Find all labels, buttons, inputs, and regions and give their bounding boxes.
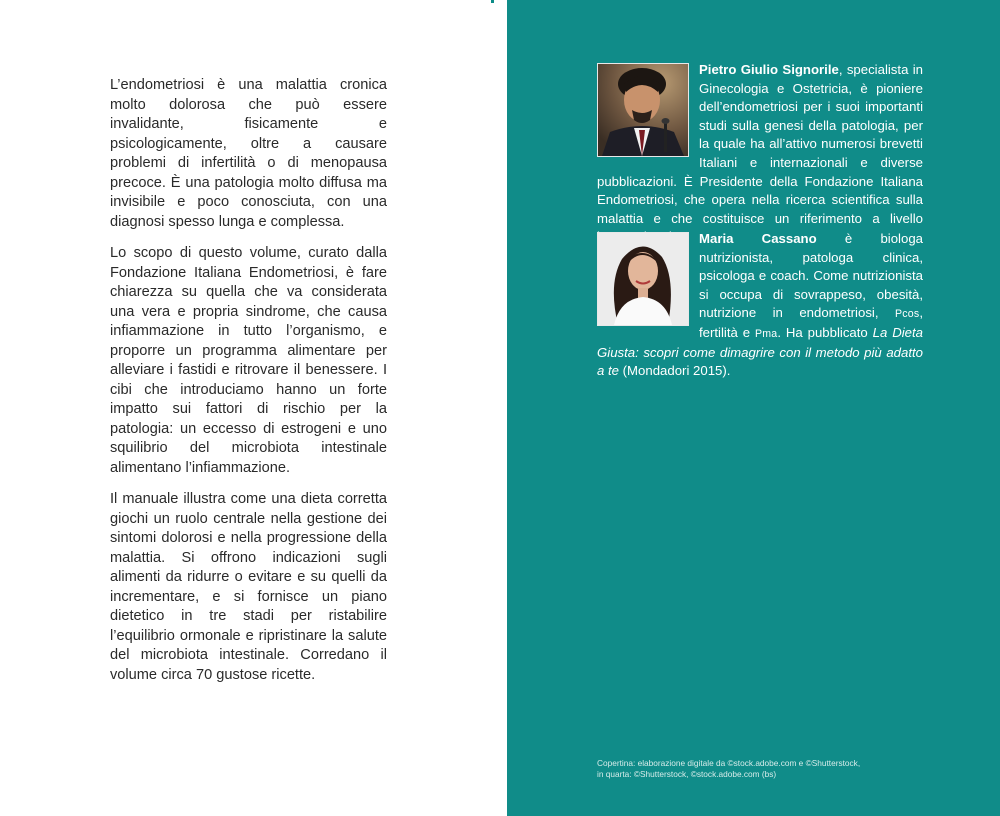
blurb-paragraph-2: Lo scopo di questo volume, curato dalla Fondazione Italiana Endometriosi, è fare chiarezza su quella che va considerata una vera e propria sindrome, che causa infiammazione in tutto l’organismo, e proporre un programma alimentare per alleviare i fastidi e ritrovare il benessere. I cibi che introduciamo hanno un forte impatto sui fattori di rischio per la patologia: un eccesso di estrogeni e uno squilibrio del microbiota intestinale alimentano l’infiammazione. bbox=[110, 245, 387, 476]
blurb-text bbox=[110, 76, 387, 697]
name-cassano: Maria Cassano bbox=[699, 231, 817, 246]
blurb-paragraph-1: L’endometriosi è una malattia cronica molto dolorosa che può essere invalidante, fisicamente e psicologicamente, oltre a causare problemi di infertilità o di menopausa precoce. È una patologia molto diffusa ma invisibile e poco conosciuta, con una diagnosi spesso lunga e complessa. bbox=[110, 77, 387, 230]
credits-line-2: in quarta: ©Shutterstock, ©stock.adobe.com (bs) bbox=[597, 769, 777, 780]
name-signorile: Pietro Giulio Signorile bbox=[699, 62, 839, 77]
bio-cassano-body-4: (Mondadori 2015). bbox=[619, 363, 731, 379]
bio-cassano bbox=[597, 230, 923, 381]
bio-signorile-body: , specialista in Ginecologia e Ostetricia, è pioniere dell’endometriosi per i suoi importanti studi sulla genesi della patologia, per la quale ha all’attivo numerosi brevetti Italiani e internazionali e diverse pubblicazioni. È Presidente della Fondazione Italiana Endometriosi, che opera nella ricerca scientifica sulla malattia e che costituisce un riferimento a livello bbox=[597, 62, 923, 226]
image-credits bbox=[597, 758, 917, 781]
bio-cassano-body-1: è biologa nutrizionista, patologa clinica, psicologa e coach. Come nutrizionista si occupa di sovrappeso, obesità, nutrizione in endometriosi, bbox=[699, 231, 923, 321]
bio-cassano-body-3: . Ha pubblicato bbox=[777, 324, 873, 340]
page-edge-mark bbox=[491, 0, 494, 3]
book-title: La Dieta Giusta: scopri come dimagrire con il metodo più adatto a te bbox=[597, 324, 923, 379]
blurb-paragraph-3: Il manuale illustra come una dieta corretta giochi un ruolo centrale nella gestione dei sintomi dolorosi e nella progressione della malattia. Si offrono indicazioni sugli alimenti da ridurre o evitare e su quelli da incrementare, e si fornisce un piano dietetico in tre stadi per ristabilire l’equilibrio ormonale e ripristinare la salute del microbiota intestinale. Corredano il volume circa 70 gustose ricette. bbox=[110, 491, 387, 683]
acronym-pma: Pma bbox=[754, 327, 778, 340]
right-page bbox=[507, 0, 1000, 816]
bio-cassano-body-2: , fertilità e bbox=[699, 305, 923, 340]
credits-line-1: Copertina: elaborazione digitale da ©stock.adobe.com e ©Shutterstock, bbox=[597, 758, 861, 768]
portrait-cassano bbox=[597, 232, 689, 326]
acronym-pcos: Pcos bbox=[894, 308, 920, 321]
portrait-signorile bbox=[597, 63, 689, 157]
bio-signorile bbox=[597, 61, 923, 247]
